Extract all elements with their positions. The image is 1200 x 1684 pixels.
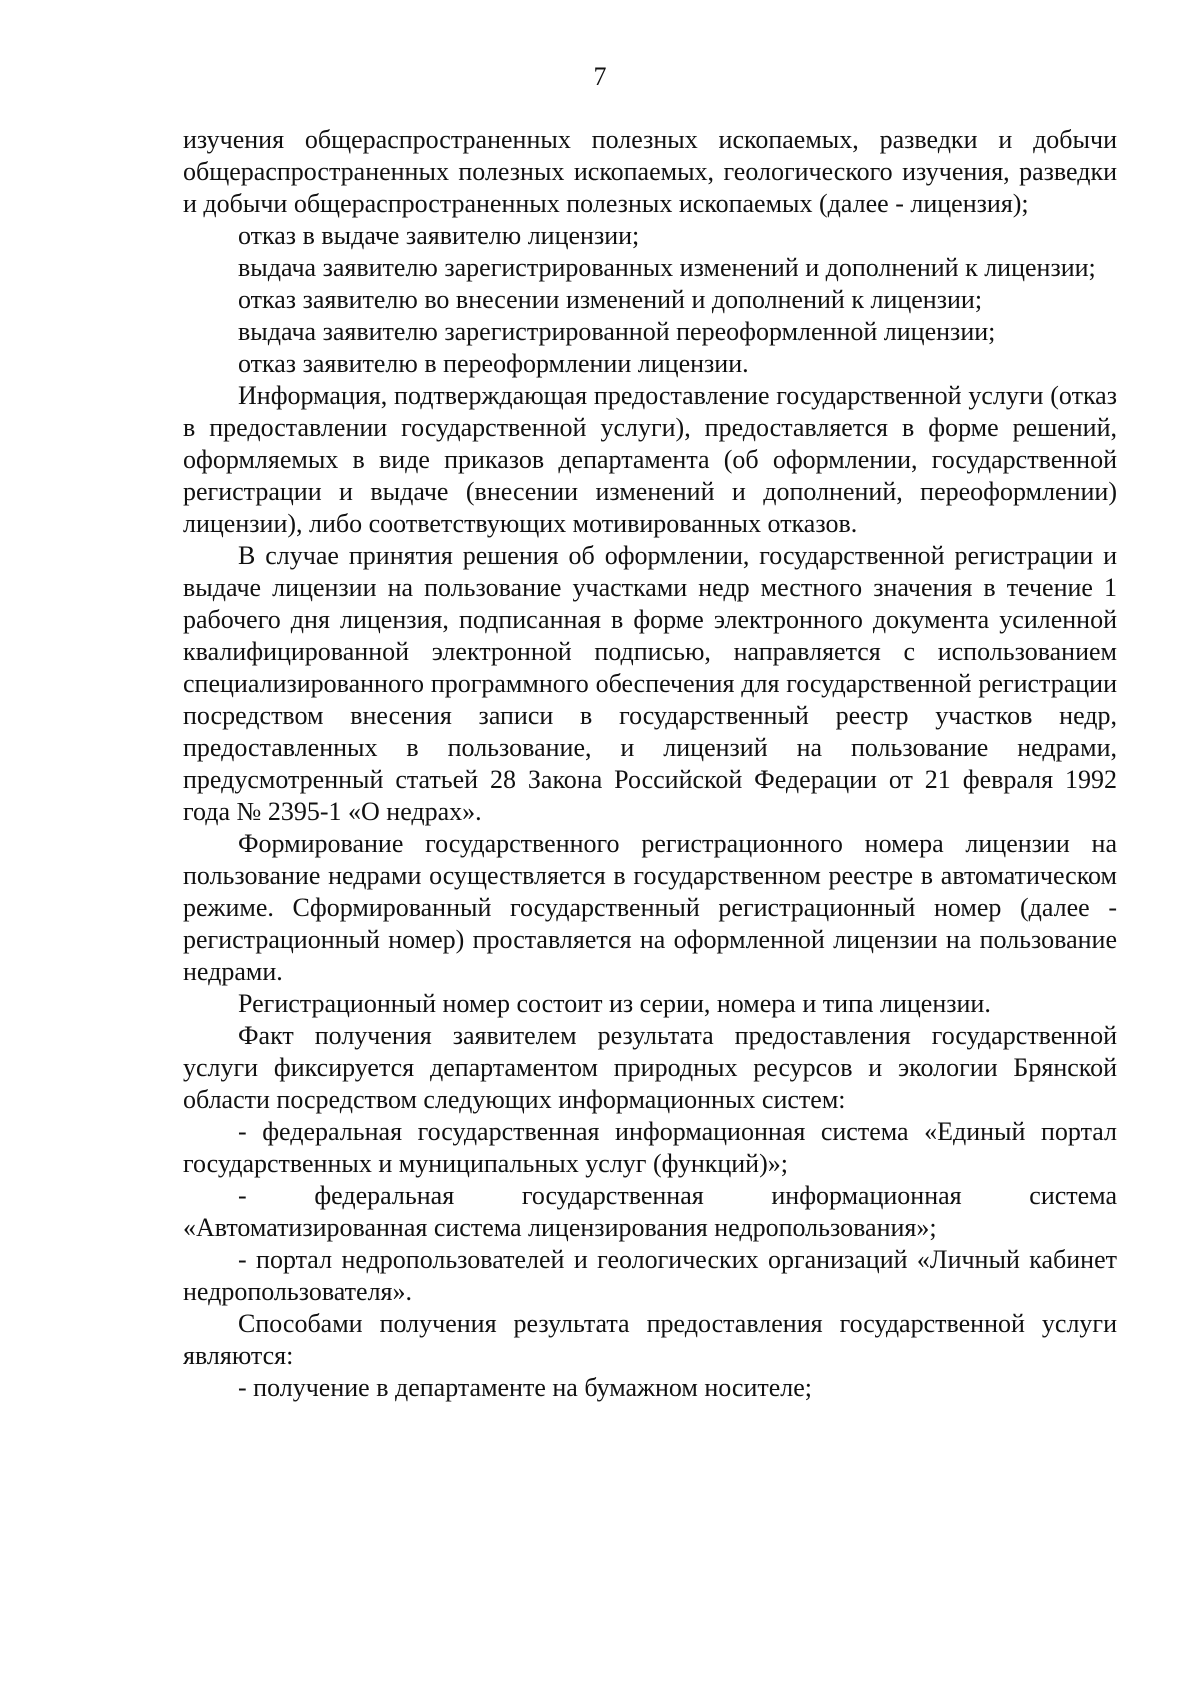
paragraph-issue-reissued: выдача заявителю зарегистрированной переоформленной лицензии; <box>238 317 996 346</box>
paragraph-decision-case: В случае принятия решения об оформлении, государственной регистрации и выдаче лицензии на пользование участками недр местного значения в течение 1 рабочего дня лицензия, подписанная в форме электронного документа усиленной квалифицированной электронной подписью, направляется с использованием специализированного программного обеспечения для государственной регистрации посредством внесения записи в государственный реестр участков недр, предоставленных в пользование, и лицензий на пользование недрами, предусмотренный статьей 28 Закона Российской Федерации от 21 февраля 1992 года № 2395-1 «О недрах». <box>183 541 1117 826</box>
paragraph-methods: Способами получения результата предоставления государственной услуги являются: <box>183 1309 1117 1370</box>
page-number: 7 <box>593 62 607 91</box>
list-item-paper: - получение в департаменте на бумажном носителе; <box>238 1373 813 1402</box>
paragraph-fact-receipt: Факт получения заявителем результата предоставления государственной услуги фиксируется департаментом природных ресурсов и экологии Брянской области посредством следующих информационных систем: <box>183 1021 1117 1114</box>
paragraph-information: Информация, подтверждающая предоставление государственной услуги (отказ в предоставлении государственной услуги), предоставляется в форме решений, оформляемых в виде приказов департамента (об оформлении, государственной регистрации и выдаче (внесении изменений и дополнений, переоформлении) лицензии), либо соответствующих мотивированных отказов. <box>183 381 1117 538</box>
paragraph-refusal-reissue: отказ заявителю в переоформлении лицензии. <box>238 349 749 378</box>
paragraph-refusal-issue: отказ в выдаче заявителю лицензии; <box>238 221 640 250</box>
paragraph-registration-number-forming: Формирование государственного регистрационного номера лицензии на пользование недрами осуществляется в государственном реестре в автоматическом режиме. Сформированный государственный регистрационный номер (далее - регистрационный номер) проставляется на оформленной лицензии на пользование недрами. <box>183 829 1117 986</box>
document-body <box>183 124 1117 1404</box>
paragraph-refusal-changes: отказ заявителю во внесении изменений и дополнений к лицензии; <box>238 285 983 314</box>
paragraph-issue-changes: выдача заявителю зарегистрированных изменений и дополнений к лицензии; <box>238 253 1096 282</box>
list-item-portal: - портал недропользователей и геологических организаций «Личный кабинет недропользователя». <box>183 1245 1117 1306</box>
list-item-epgu: - федеральная государственная информационная система «Единый портал государственных и муниципальных услуг (функций)»; <box>183 1117 1117 1178</box>
paragraph-registration-number-structure: Регистрационный номер состоит из серии, номера и типа лицензии. <box>238 989 991 1018</box>
list-item-asln: - федеральная государственная информационная система «Автоматизированная система лицензирования недропользования»; <box>183 1181 1117 1242</box>
paragraph-license-continuation: изучения общераспространенных полезных ископаемых, разведки и добычи общераспространенных полезных ископаемых, геологического изучения, разведки и добычи общераспространенных полезных ископаемых (далее - лицензия); <box>183 125 1117 218</box>
